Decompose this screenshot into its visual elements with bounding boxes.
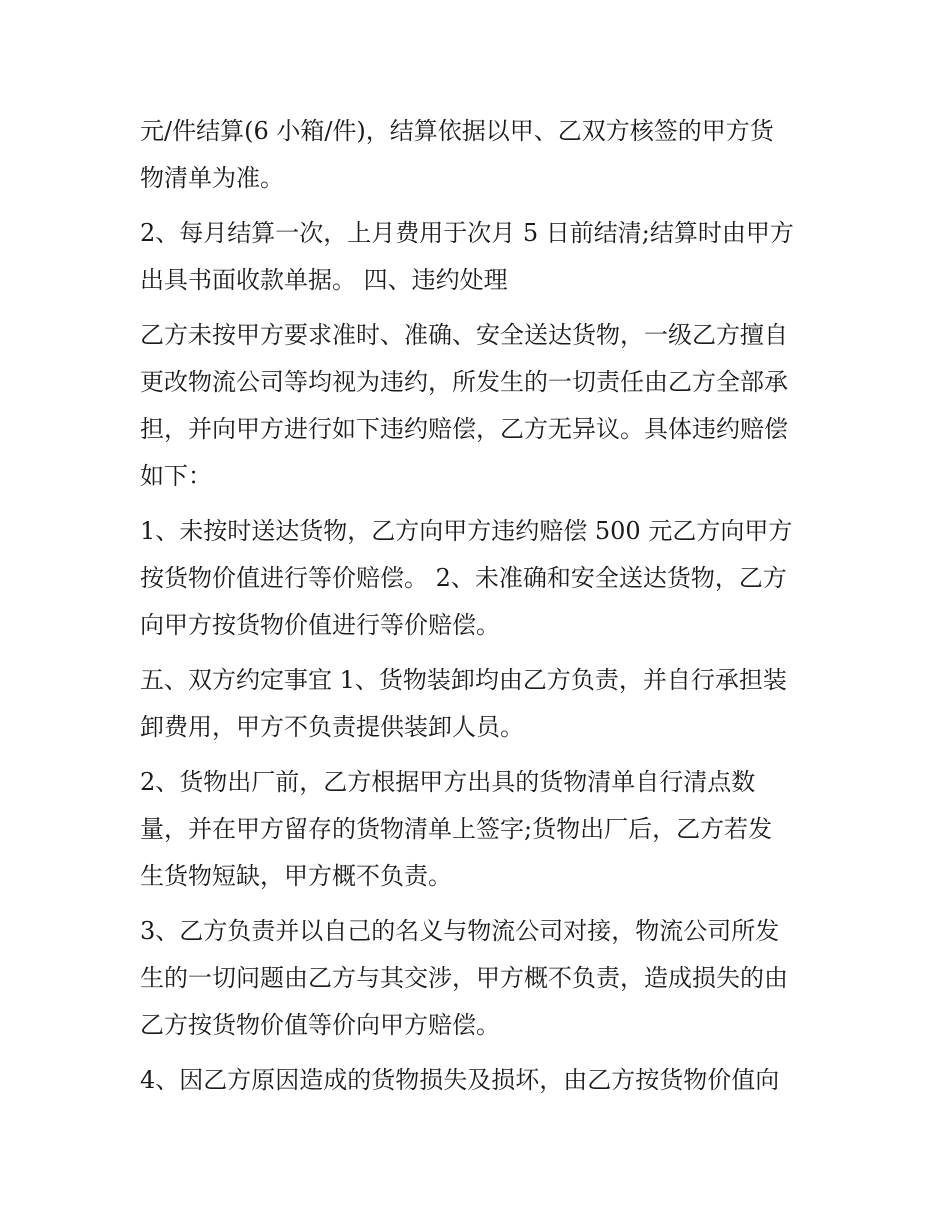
- paragraph-settlement-basis: [140, 108, 830, 202]
- text-line: 五、双方约定事宜 1、货物装卸均由乙方负责，并自行承担装: [140, 666, 787, 694]
- paragraph-monthly-settlement: [140, 210, 830, 304]
- text-line: 2、货物出厂前，乙方根据甲方出具的货物清单自行清点数: [140, 768, 756, 796]
- document-body: [140, 108, 830, 1104]
- text-line: 如下：: [140, 462, 212, 490]
- paragraph-breach-intro: [140, 312, 830, 500]
- text-line: 更改物流公司等均视为违约，所发生的一切责任由乙方全部承: [140, 368, 788, 396]
- text-line: 元/件结算(6 小箱/件)，结算依据以甲、乙双方核签的甲方货: [140, 117, 774, 145]
- text-line: 物清单为准。: [140, 164, 284, 192]
- text-line: 出具书面收款单据。 四、违约处理: [140, 266, 508, 294]
- text-line: 3、乙方负责并以自己的名义与物流公司对接，物流公司所发: [140, 917, 780, 945]
- paragraph-goods-damage: [140, 1057, 830, 1104]
- text-line: 按货物价值进行等价赔偿。 2、未准确和安全送达货物，乙方: [140, 564, 787, 592]
- paragraph-breach-compensation: [140, 508, 830, 649]
- text-line: 担，并向甲方进行如下违约赔偿，乙方无异议。具体违约赔偿: [140, 415, 788, 443]
- text-line: 4、因乙方原因造成的货物损失及损坏，由乙方按货物价值向: [140, 1066, 780, 1094]
- paragraph-goods-inventory: [140, 759, 830, 900]
- text-line: 2、每月结算一次，上月费用于次月 5 日前结清;结算时由甲方: [140, 219, 794, 247]
- text-line: 卸费用，甲方不负责提供装卸人员。: [140, 713, 524, 741]
- text-line: 乙方未按甲方要求准时、准确、安全送达货物，一级乙方擅自: [140, 321, 788, 349]
- text-line: 向甲方按货物价值进行等价赔偿。: [140, 611, 500, 639]
- text-line: 生的一切问题由乙方与其交涉，甲方概不负责，造成损失的由: [140, 964, 788, 992]
- paragraph-agreed-matters: [140, 657, 830, 751]
- text-line: 乙方按货物价值等价向甲方赔偿。: [140, 1011, 500, 1039]
- text-line: 量，并在甲方留存的货物清单上签字;货物出厂后，乙方若发: [140, 815, 773, 843]
- text-line: 1、未按时送达货物，乙方向甲方违约赔偿 500 元乙方向甲方: [140, 517, 793, 545]
- paragraph-logistics-liaison: [140, 908, 830, 1049]
- text-line: 生货物短缺，甲方概不负责。: [140, 862, 452, 890]
